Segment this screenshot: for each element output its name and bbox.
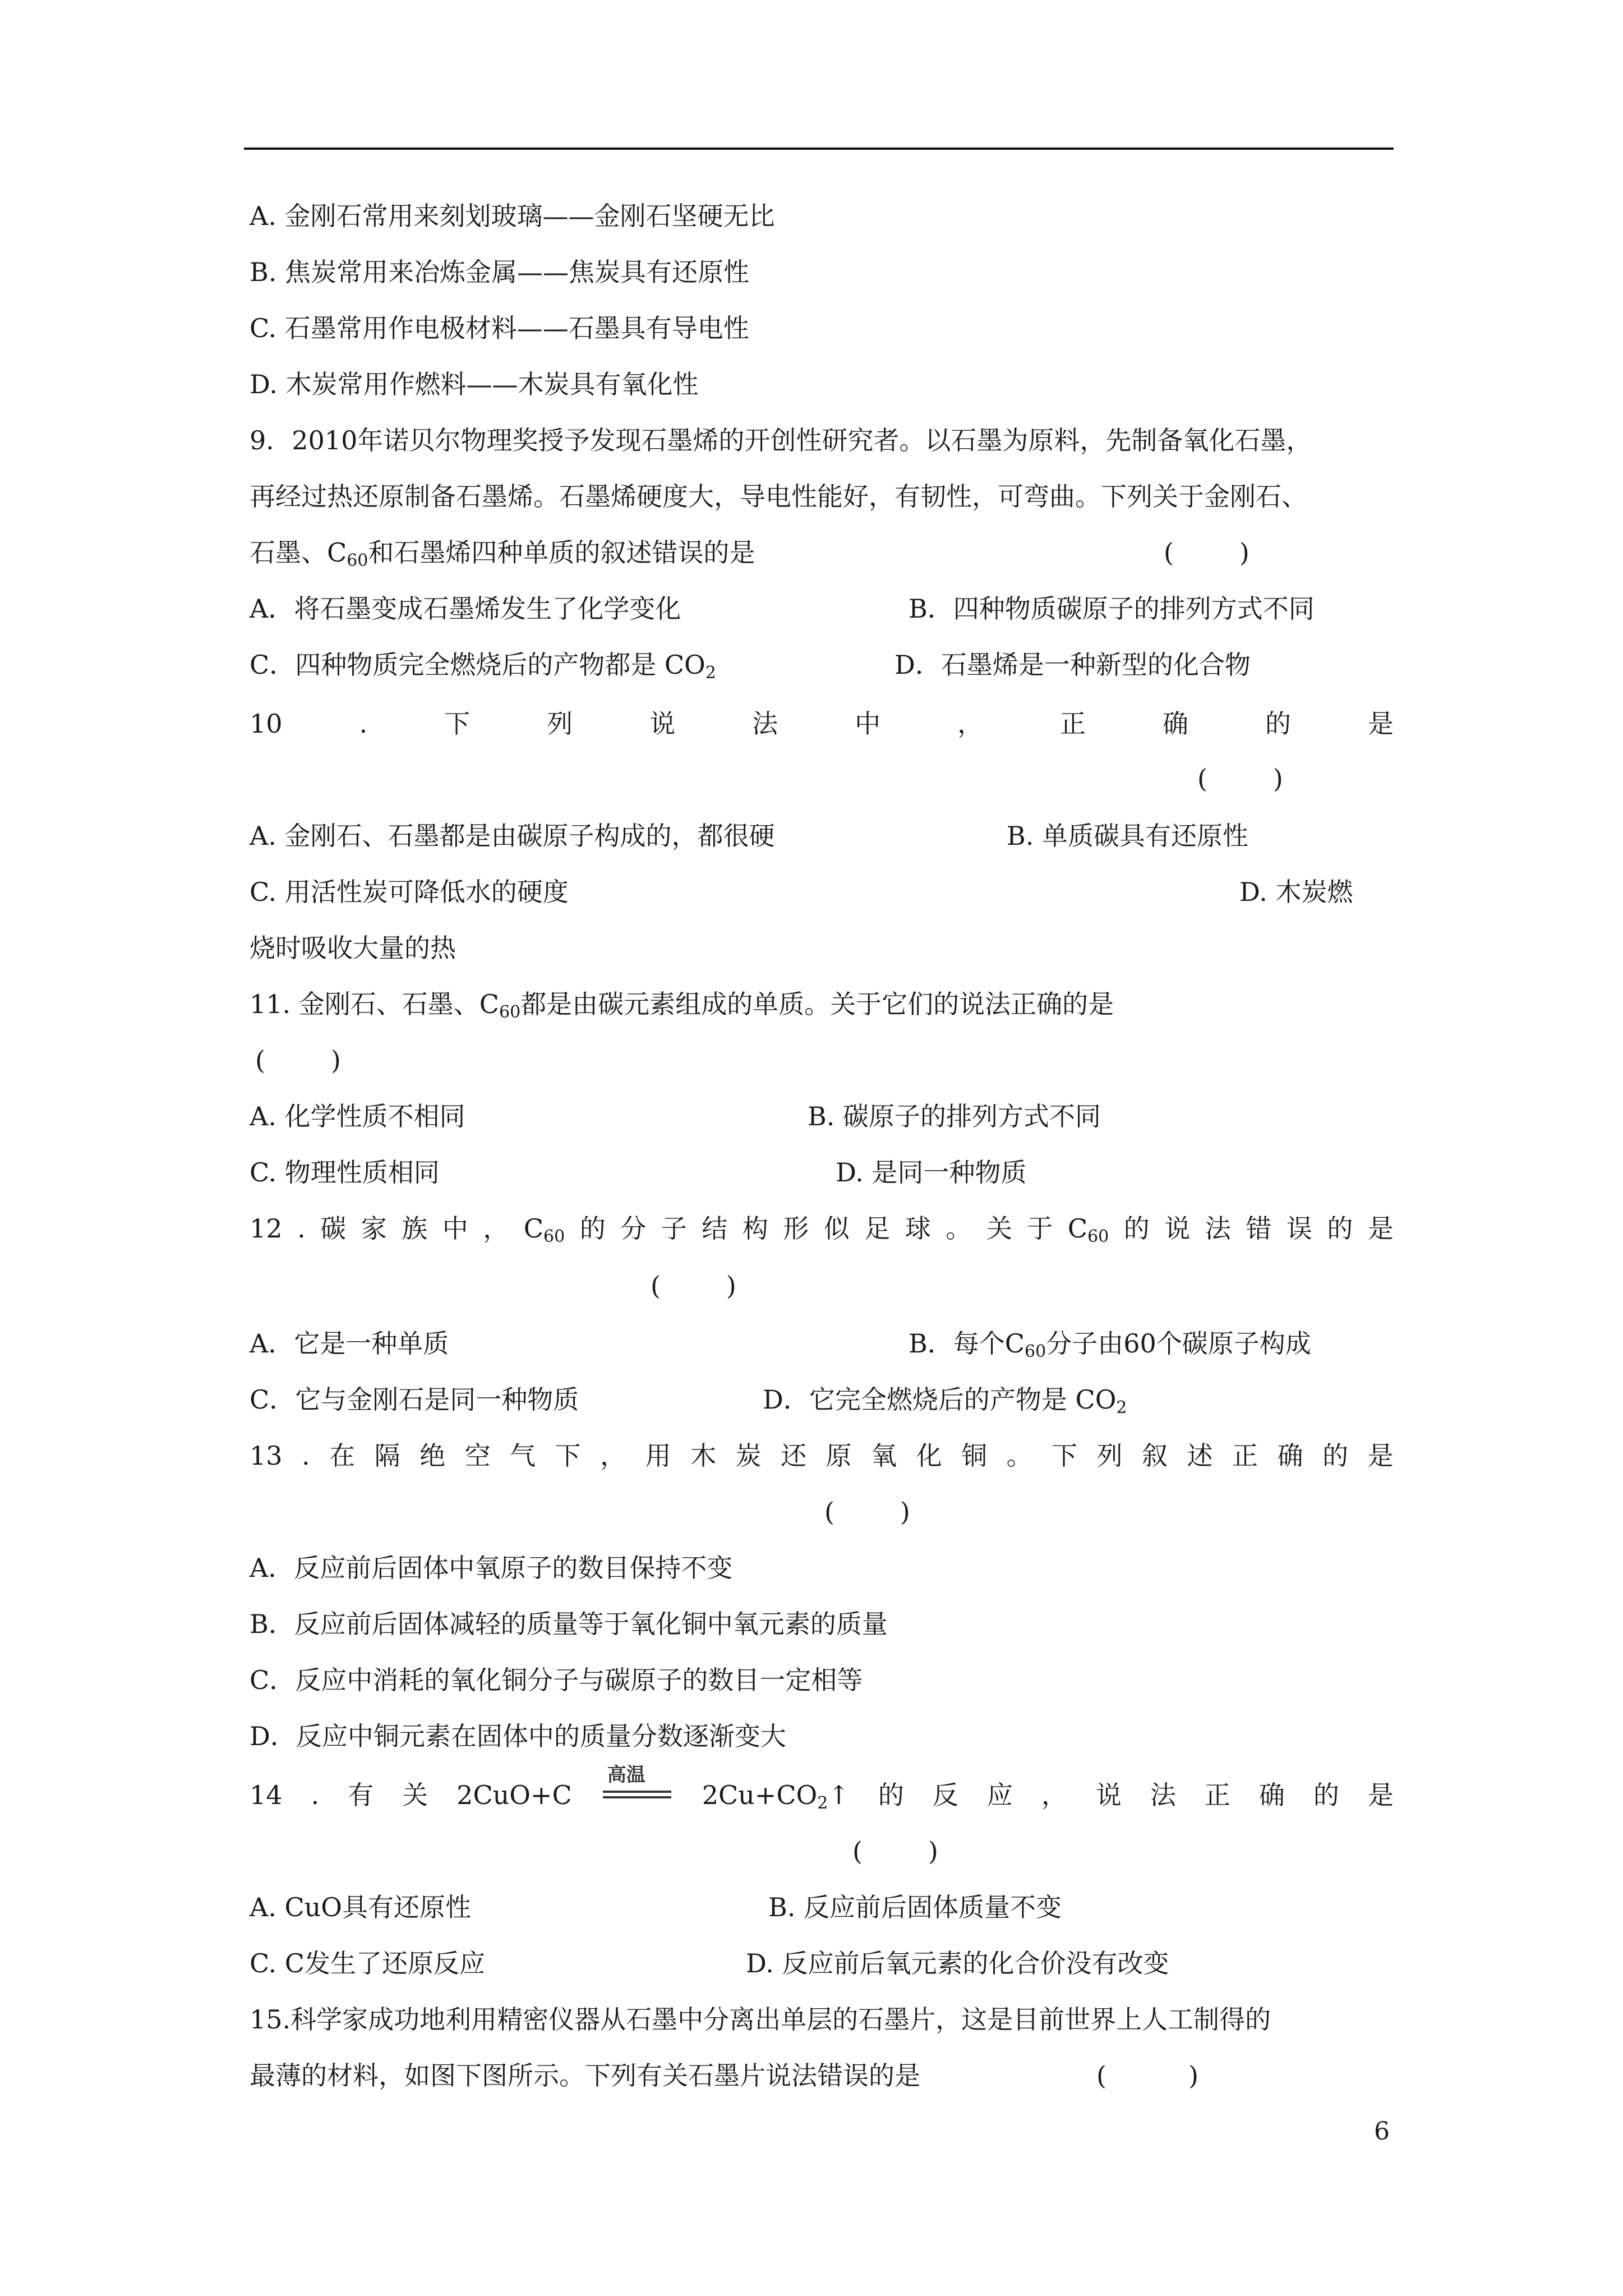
q13-w: 气 (510, 1441, 536, 1471)
q12-w: 说 (1164, 1213, 1191, 1244)
q13-w: 下 (555, 1441, 581, 1471)
q8-option-a: A. 金刚石常用来刻划玻璃——金刚石坚硬无比 (250, 201, 775, 231)
q13-w: 述 (1187, 1441, 1213, 1471)
q12-w: 结 (702, 1213, 728, 1244)
q10-option-b: B. 单质碳具有还原性 (1007, 821, 1249, 851)
q14-products (702, 1778, 850, 1812)
q14-w: 的 (878, 1780, 904, 1810)
q12-w: 形 (783, 1213, 809, 1244)
q12-w: 的 (1123, 1213, 1150, 1244)
q14-w: 的 (1313, 1780, 1339, 1810)
q9-option-d: D．石墨烯是一种新型的化合物 (895, 650, 1251, 680)
q12-option-b-pre: B．每个C (909, 1328, 1025, 1359)
q12-w: 误 (1286, 1213, 1312, 1244)
q10-option-d-part1: D. 木炭燃 (1239, 877, 1353, 907)
q12-answer-paren[interactable]: ( ) (651, 1271, 736, 1301)
q14-w: 14 (250, 1780, 283, 1810)
q12-w: 构 (742, 1213, 768, 1244)
q15-stem-line-2: 最薄的材料，如图下图所示。下列有关石墨片说法错误的是 (250, 2060, 920, 2091)
q12-w: 族 (402, 1213, 428, 1244)
q14-w: 说 (1095, 1780, 1122, 1810)
q14-condition-label: 高温 (607, 1764, 645, 1786)
q9-stem-line-2: 再经过热还原制备石墨烯。石墨烯硬度大，导电性能好，有韧性，可弯曲。下列关于金刚石、 (250, 481, 1307, 512)
q12-w: 足 (864, 1213, 891, 1244)
q12-option-d-pre: D．它完全燃烧后的产物是 CO (763, 1384, 1117, 1415)
q11-answer-paren[interactable]: ( ) (255, 1045, 341, 1075)
q12-c: C (523, 1213, 543, 1244)
q13-w: 的 (1322, 1441, 1349, 1471)
q13-stem (250, 1439, 1394, 1473)
q12-w: 的 (1327, 1213, 1353, 1244)
q13-option-d: D．反应中铜元素在固体中的质量分数逐渐变大 (250, 1721, 786, 1751)
q10-stem (250, 707, 1394, 740)
q12-w: 碳 (320, 1213, 347, 1244)
q14-products-pre: 2Cu+CO (702, 1780, 818, 1810)
q15-answer-paren[interactable]: ( ) (1096, 2060, 1199, 2091)
q14-condition (601, 1764, 674, 1812)
q13-w: 叙 (1142, 1441, 1168, 1471)
q12-w: . (297, 1213, 306, 1244)
q12-c-sub: 60 (1087, 1227, 1109, 1246)
q12-w: 12 (250, 1213, 283, 1244)
q14-option-d: D. 反应前后氧元素的化合价没有改变 (746, 1948, 1169, 1978)
q13-option-b: B．反应前后固体减轻的质量等于氧化铜中氧元素的质量 (250, 1609, 888, 1639)
q12-option-a: A．它是一种单质 (250, 1328, 449, 1359)
q13-w: 氧 (871, 1441, 897, 1471)
header-rule (244, 148, 1394, 150)
q11-option-a: A. 化学性质不相同 (250, 1101, 465, 1131)
q10-w: 说 (649, 708, 676, 739)
q9-option-a: A．将石墨变成石墨烯发生了化学变化 (250, 593, 681, 624)
q10-w: 中 (855, 708, 881, 739)
q13-w: 13 (250, 1441, 283, 1471)
q10-option-a: A. 金刚石、石墨都是由碳原子构成的，都很硬 (250, 821, 775, 851)
q11-stem-sub: 60 (499, 1002, 521, 1022)
q13-option-a: A．反应前后固体中氧原子的数目保持不变 (250, 1553, 733, 1583)
q10-w: 确 (1163, 708, 1189, 739)
q12-w: 。 (946, 1213, 972, 1244)
q10-w: 的 (1265, 708, 1292, 739)
q8-option-d: D. 木炭常用作燃料——木炭具有氧化性 (250, 369, 699, 399)
q13-answer-paren[interactable]: ( ) (824, 1497, 910, 1527)
q12-c: C (1067, 1213, 1088, 1244)
q15-stem-line-1: 15.科学家成功地利用精密仪器从石墨中分离出单层的石墨片，这是目前世界上人工制得的 (250, 2004, 1271, 2035)
q13-w: 在 (329, 1441, 356, 1471)
q9-stem-line-1: 9．2010年诺贝尔物理奖授予发现石墨烯的开创性研究者。以石墨为原料，先制备氧化石墨， (250, 425, 1312, 455)
q10-w: 正 (1060, 708, 1086, 739)
q13-w: 化 (916, 1441, 942, 1471)
q10-w: 下 (444, 708, 471, 739)
q13-w: 空 (464, 1441, 491, 1471)
q13-w: 确 (1277, 1441, 1303, 1471)
q9-stem-line-3 (250, 536, 755, 569)
q9-stem-sub: 60 (347, 551, 368, 570)
q10-w: ， (957, 708, 984, 739)
q12-option-b-post: 分子由60个碳原子构成 (1046, 1328, 1311, 1359)
q12-option-c: C．它与金刚石是同一种物质 (250, 1384, 579, 1415)
q9-stem-pre: 石墨、C (250, 537, 347, 568)
q14-option-a: A. CuO具有还原性 (250, 1892, 471, 1922)
q9-option-c-pre: C．四种物质完全燃烧后的产物都是 CO (250, 650, 706, 680)
q10-w: 10 (250, 708, 283, 739)
q12-w: 的 (579, 1213, 606, 1244)
q12-c-sub: 60 (543, 1227, 565, 1246)
q12-w: 是 (1367, 1213, 1394, 1244)
q11-stem-post: 都是由碳元素组成的单质。关于它们的说法正确的是 (520, 989, 1114, 1019)
q13-w: 正 (1232, 1441, 1258, 1471)
q10-answer-paren[interactable]: ( ) (1197, 763, 1283, 794)
q10-w: 列 (547, 708, 573, 739)
equals-sign-icon (601, 1778, 674, 1812)
q10-option-d-part2: 烧时吸收大量的热 (250, 933, 456, 963)
q13-w: 原 (826, 1441, 852, 1471)
up-arrow-icon: ↑ (828, 1780, 850, 1810)
q14-w: 有 (348, 1780, 374, 1810)
q14-stem (250, 1764, 1394, 1813)
q12-c60 (1068, 1212, 1109, 1245)
q13-w: . (302, 1441, 310, 1471)
q12-option-d-sub: 2 (1116, 1398, 1127, 1418)
q14-products-sub: 2 (817, 1793, 828, 1813)
q13-w: ， (600, 1441, 626, 1471)
q14-w: 是 (1367, 1780, 1394, 1810)
q12-w: ， (483, 1213, 509, 1244)
q13-w: 铜 (961, 1441, 988, 1471)
q11-option-c: C. 物理性质相同 (250, 1157, 440, 1188)
q14-w: . (311, 1780, 320, 1810)
q13-w: 炭 (735, 1441, 762, 1471)
q12-option-b (909, 1327, 1311, 1360)
q12-w: 法 (1205, 1213, 1231, 1244)
q14-w: 关 (402, 1780, 428, 1810)
q14-w: 应 (986, 1780, 1013, 1810)
q12-stem (250, 1212, 1394, 1245)
q8-option-b: B. 焦炭常用来冶炼金属——焦炭具有还原性 (250, 257, 750, 287)
q10-w: 法 (752, 708, 778, 739)
q12-w: 于 (1027, 1213, 1053, 1244)
q10-w: . (359, 708, 368, 739)
q10-option-c: C. 用活性炭可降低水的硬度 (250, 877, 569, 907)
q13-w: 是 (1367, 1441, 1394, 1471)
q13-w: 。 (1006, 1441, 1032, 1471)
q13-w: 下 (1052, 1441, 1078, 1471)
q14-w: 正 (1204, 1780, 1230, 1810)
q9-option-c (250, 648, 716, 682)
q11-stem (250, 987, 1114, 1021)
q10-w: 是 (1368, 708, 1394, 739)
q13-w: 隔 (374, 1441, 400, 1471)
q12-w: 子 (661, 1213, 687, 1244)
q13-w: 木 (690, 1441, 717, 1471)
q12-w: 关 (986, 1213, 1012, 1244)
q12-w: 中 (442, 1213, 468, 1244)
q9-answer-paren[interactable]: ( ) (1164, 537, 1249, 568)
q13-w: 还 (781, 1441, 807, 1471)
q13-w: 列 (1096, 1441, 1123, 1471)
q12-w: 错 (1246, 1213, 1272, 1244)
q14-option-c: C. C发生了还原反应 (250, 1948, 485, 1978)
q12-w: 分 (620, 1213, 647, 1244)
q11-stem-pre: 11. 金刚石、石墨、C (250, 989, 499, 1019)
q13-w: 用 (645, 1441, 671, 1471)
q14-option-b: B. 反应前后固体质量不变 (768, 1892, 1062, 1922)
q11-option-d: D. 是同一种物质 (836, 1157, 1027, 1188)
q12-w: 球 (905, 1213, 931, 1244)
q14-answer-paren[interactable]: ( ) (852, 1836, 938, 1866)
q8-option-c: C. 石墨常用作电极材料——石墨具有导电性 (250, 313, 749, 343)
q12-option-b-sub: 60 (1025, 1342, 1046, 1361)
q13-option-c: C．反应中消耗的氧化铜分子与碳原子的数目一定相等 (250, 1665, 863, 1695)
q9-option-c-sub: 2 (705, 663, 716, 683)
q13-w: 绝 (419, 1441, 446, 1471)
q12-c60 (524, 1212, 565, 1245)
q14-w: 确 (1258, 1780, 1285, 1810)
q12-w: 似 (823, 1213, 850, 1244)
page-number: 6 (1374, 2117, 1390, 2146)
q11-option-b: B. 碳原子的排列方式不同 (808, 1101, 1101, 1131)
q9-option-b: B．四种物质碳原子的排列方式不同 (909, 593, 1315, 624)
q14-w: 法 (1150, 1780, 1176, 1810)
q12-option-d (763, 1383, 1127, 1416)
q14-w: ， (1041, 1780, 1067, 1810)
q12-w: 家 (361, 1213, 387, 1244)
q14-w: 反 (932, 1780, 958, 1810)
q14-reactants: 2CuO+C (457, 1780, 572, 1810)
q9-stem-post: 和石墨烯四种单质的叙述错误的是 (368, 537, 755, 568)
